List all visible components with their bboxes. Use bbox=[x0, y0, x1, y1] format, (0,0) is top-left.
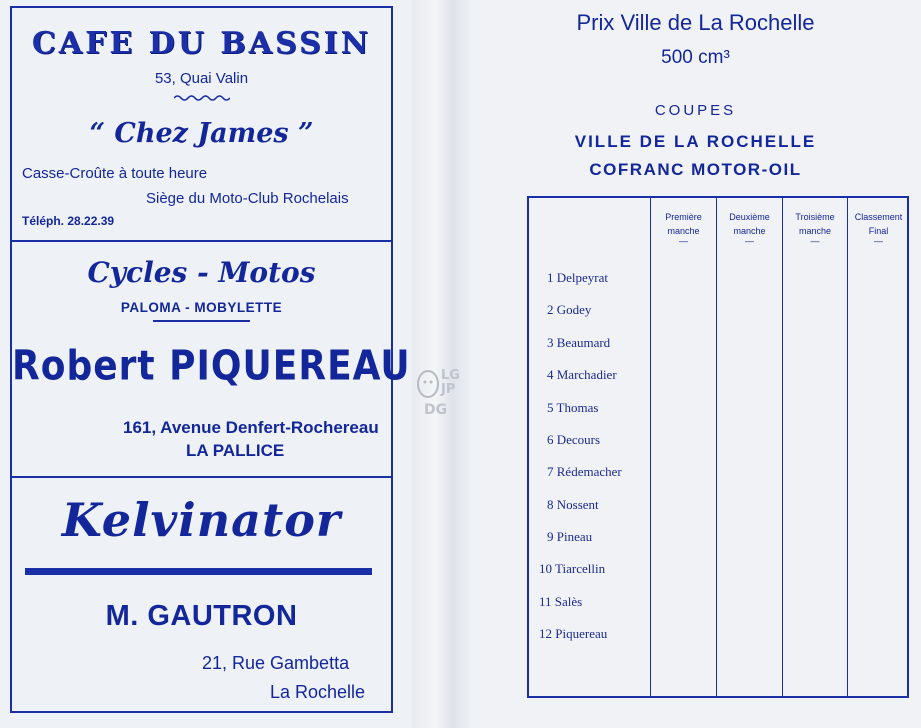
column-rule bbox=[847, 198, 848, 696]
rider-row: 1 Delpeyrat bbox=[547, 270, 609, 285]
column-header-line: Deuxième bbox=[729, 212, 770, 222]
column-header-line: Première bbox=[665, 212, 702, 222]
gautron-town: La Rochelle bbox=[270, 682, 366, 702]
stamp-letters: LG bbox=[441, 368, 460, 383]
cycles-brands: PALOMA - MOBYLETTE bbox=[120, 300, 283, 315]
cup-name: VILLE DE LA ROCHELLE bbox=[574, 132, 817, 151]
rider-row: 7 Rédemacher bbox=[547, 464, 622, 479]
cycles-owner: Robert PIQUEREAU bbox=[12, 342, 411, 391]
face-silhouette-icon bbox=[416, 370, 440, 400]
cup-name: COFRANC MOTOR-OIL bbox=[589, 160, 802, 179]
column-header-line: manche bbox=[733, 226, 766, 236]
header-dash: — bbox=[810, 236, 820, 246]
squiggle-ornament bbox=[174, 94, 230, 102]
center-fold bbox=[412, 0, 470, 728]
column-header bbox=[651, 210, 716, 244]
column-header-line: manche bbox=[667, 226, 700, 236]
kelvinator-logo: Kelvinator bbox=[61, 493, 342, 547]
column-header-line: Troisième bbox=[795, 212, 835, 222]
rider-row: 11 Salès bbox=[539, 594, 583, 609]
rider-row: 8 Nossent bbox=[547, 497, 599, 512]
column-header bbox=[848, 210, 909, 244]
column-header-line: Final bbox=[868, 226, 889, 236]
rider-row: 3 Beaumard bbox=[547, 335, 611, 350]
rider-row: 12 Piquereau bbox=[539, 626, 608, 641]
column-rule bbox=[782, 198, 783, 696]
results-table bbox=[527, 196, 909, 698]
column-header bbox=[717, 210, 782, 244]
header-dash: — bbox=[745, 236, 754, 246]
cafe-address: 53, Quai Valin bbox=[154, 70, 249, 87]
cafe-service: Casse-Croûte à toute heure bbox=[22, 165, 208, 182]
race-class: 500 cm³ bbox=[661, 47, 730, 68]
rider-row: 5 Thomas bbox=[547, 400, 599, 415]
cycles-address: 161, Avenue Denfert-Rochereau bbox=[123, 418, 379, 437]
ad-divider bbox=[10, 476, 393, 478]
column-rule bbox=[716, 198, 717, 696]
column-header-line: Classement bbox=[854, 212, 903, 222]
header-dash: — bbox=[874, 236, 883, 246]
gautron-address: 21, Rue Gambetta bbox=[202, 653, 350, 673]
stamp-letters: DG bbox=[424, 402, 448, 418]
cafe-name: CAFE DU BASSIN bbox=[31, 26, 372, 61]
header-dash: — bbox=[679, 236, 688, 246]
cups-heading: COUPES bbox=[654, 102, 737, 119]
cycles-town: LA PALLICE bbox=[186, 441, 285, 460]
rider-row: 2 Godey bbox=[547, 302, 592, 317]
collector-stamp bbox=[412, 366, 468, 424]
rider-row: 6 Decours bbox=[547, 432, 601, 447]
kelvinator-underline bbox=[25, 568, 372, 575]
cafe-club: Siège du Moto-Club Rochelais bbox=[146, 190, 349, 207]
race-title: Prix Ville de La Rochelle bbox=[576, 10, 815, 35]
column-rule bbox=[650, 198, 651, 696]
stamp-letters: JP bbox=[441, 382, 456, 397]
column-header-line: manche bbox=[798, 226, 832, 236]
gautron-name: M. GAUTRON bbox=[105, 600, 298, 632]
rider-row: 4 Marchadier bbox=[547, 367, 617, 382]
rider-row: 9 Pineau bbox=[547, 529, 593, 544]
ad-divider bbox=[10, 240, 393, 242]
cycles-title: Cycles - Motos bbox=[87, 256, 316, 289]
brands-underline bbox=[153, 320, 250, 322]
column-header bbox=[783, 210, 847, 244]
cafe-nickname: “ Chez James ” bbox=[89, 118, 314, 149]
rider-row: 10 Tiarcellin bbox=[539, 561, 606, 576]
cafe-phone: Téléph. 28.22.39 bbox=[22, 214, 115, 228]
